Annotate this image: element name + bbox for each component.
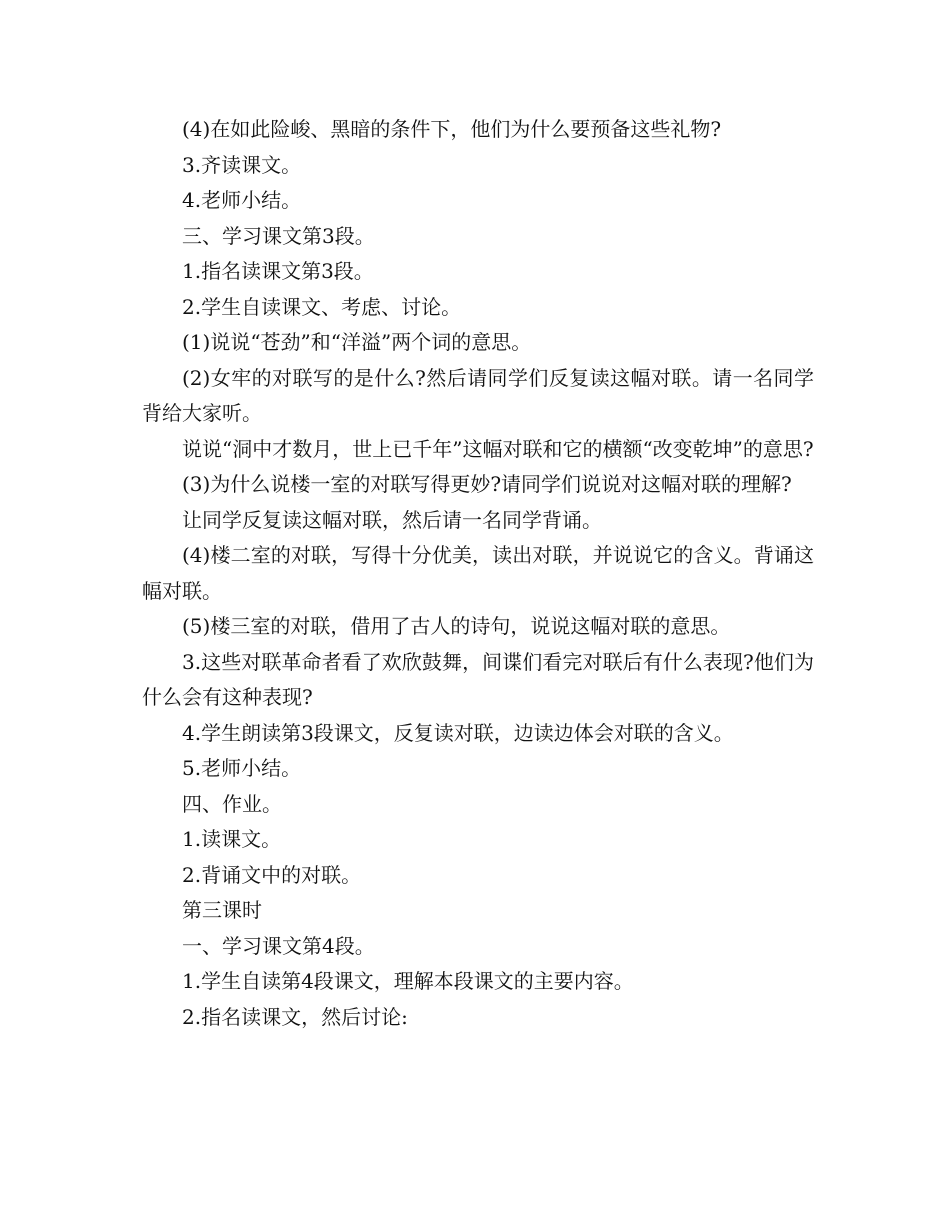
- paragraph: 5.老师小结。: [182, 756, 302, 780]
- paragraph: 1.学生自读第4段课文，理解本段课文的主要内容。: [182, 969, 634, 993]
- paragraph: (4)在如此险峻、黑暗的条件下，他们为什么要预备这些礼物?: [182, 117, 722, 141]
- paragraph: 2.背诵文中的对联。: [182, 862, 362, 887]
- paragraph: (2)女牢的对联写的是什么?然后请同学们反复读这幅对联。请一名同学背给大家听。: [142, 365, 814, 425]
- paragraph: 第三课时: [182, 898, 262, 922]
- paragraph: (3)为什么说楼一室的对联写得更妙?请同学们说说对这幅对联的理解?: [182, 472, 792, 496]
- paragraph: (1)说说“苍劲”和“洋溢”两个词的意思。: [182, 330, 532, 354]
- document-body: [142, 112, 814, 1035]
- paragraph: 一、学习课文第4段。: [182, 933, 375, 958]
- paragraph: 2.学生自读课文、考虑、讨论。: [182, 294, 462, 319]
- paragraph: 说说“洞中才数月，世上已千年”这幅对联和它的横额“改变乾坤”的意思?: [182, 436, 814, 461]
- paragraph: 三、学习课文第3段。: [182, 223, 375, 248]
- paragraph: 4.学生朗读第3段课文，反复读对联，边读边体会对联的含义。: [182, 720, 734, 745]
- paragraph: (5)楼三室的对联，借用了古人的诗句，说说这幅对联的意思。: [182, 614, 731, 638]
- paragraph: 2.指名读课文，然后讨论:: [182, 1004, 408, 1029]
- paragraph: 1.指名读课文第3段。: [182, 259, 374, 283]
- paragraph: (4)楼二室的对联，写得十分优美，读出对联，并说说它的含义。背诵这幅对联。: [142, 543, 814, 603]
- paragraph: 3.这些对联革命者看了欢欣鼓舞，间谍们看完对联后有什么表现?他们为什么会有这种表现?: [142, 649, 814, 709]
- paragraph: 让同学反复读这幅对联，然后请一名同学背诵。: [182, 507, 602, 532]
- paragraph: 4.老师小结。: [182, 188, 302, 212]
- paragraph: 四、作业。: [182, 791, 282, 816]
- paragraph: 3.齐读课文。: [182, 152, 302, 177]
- paragraph: 1.读课文。: [182, 827, 282, 851]
